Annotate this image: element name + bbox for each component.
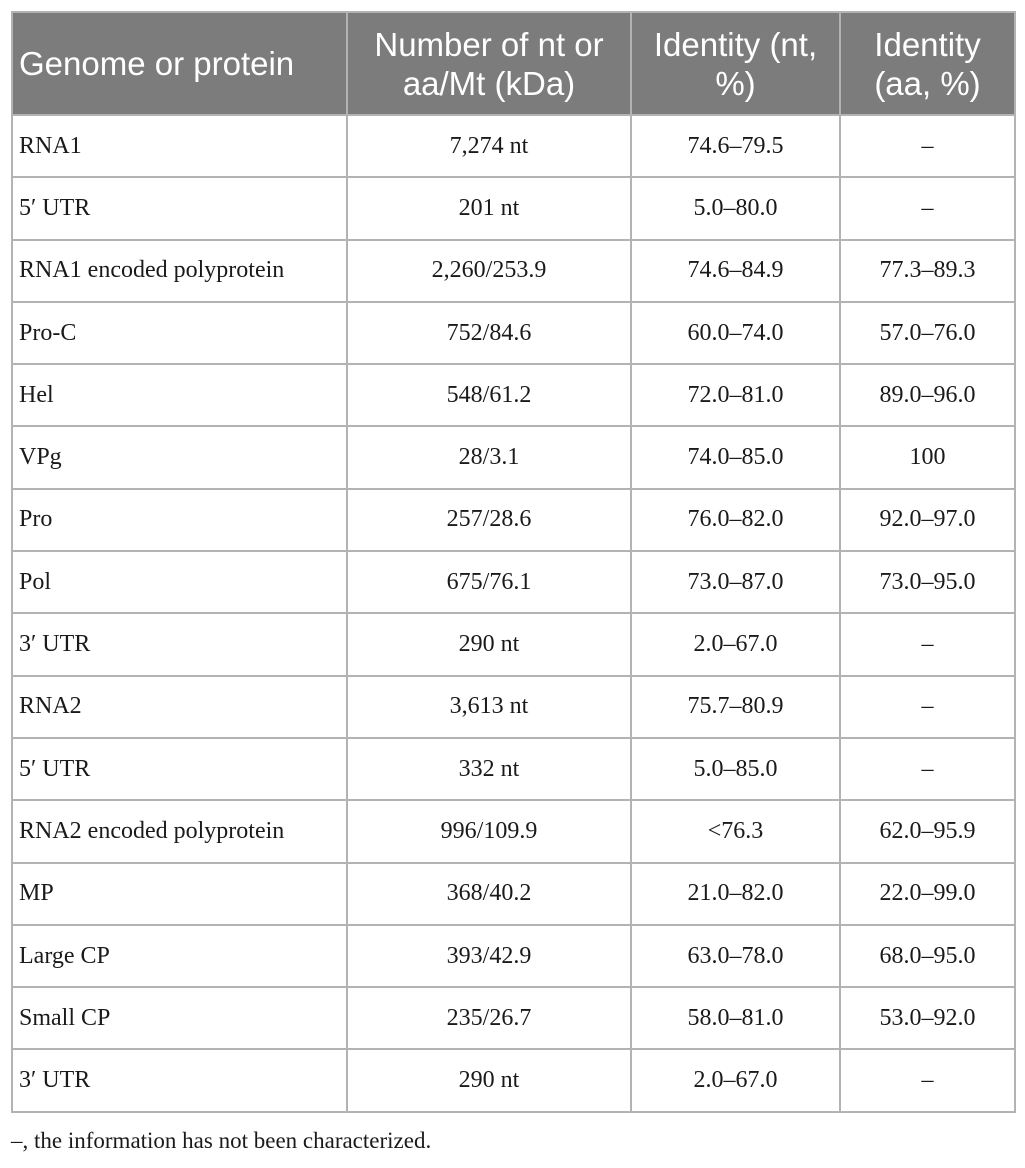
cell-genome-or-protein: RNA2 [12, 676, 347, 738]
table-row [12, 302, 1015, 364]
cell-number-of-nt-or-aa: 201 nt [347, 177, 631, 239]
cell-identity-nt: 60.0–74.0 [631, 302, 840, 364]
cell-identity-aa: 100 [840, 426, 1015, 488]
cell-identity-nt: 2.0–67.0 [631, 1049, 840, 1111]
cell-identity-nt: 72.0–81.0 [631, 364, 840, 426]
header-identity-aa: Identity (aa, %) [840, 12, 1015, 115]
cell-identity-aa: – [840, 613, 1015, 675]
header-number-of-nt-or-aa: Number of nt or aa/Mt (kDa) [347, 12, 631, 115]
table-row [12, 987, 1015, 1049]
table-row [12, 676, 1015, 738]
table-row [12, 1049, 1015, 1111]
cell-identity-nt: 5.0–80.0 [631, 177, 840, 239]
cell-genome-or-protein: RNA1 encoded polyprotein [12, 240, 347, 302]
header-identity-nt: Identity (nt, %) [631, 12, 840, 115]
cell-number-of-nt-or-aa: 752/84.6 [347, 302, 631, 364]
cell-identity-aa: 68.0–95.0 [840, 925, 1015, 987]
header-genome-or-protein: Genome or protein [12, 12, 347, 115]
cell-genome-or-protein: 5′ UTR [12, 177, 347, 239]
cell-genome-or-protein: 3′ UTR [12, 613, 347, 675]
cell-genome-or-protein: MP [12, 863, 347, 925]
cell-identity-nt: 75.7–80.9 [631, 676, 840, 738]
cell-identity-aa: – [840, 115, 1015, 177]
cell-identity-aa: – [840, 177, 1015, 239]
cell-number-of-nt-or-aa: 235/26.7 [347, 987, 631, 1049]
cell-genome-or-protein: Hel [12, 364, 347, 426]
cell-identity-nt: 63.0–78.0 [631, 925, 840, 987]
cell-identity-aa: 53.0–92.0 [840, 987, 1015, 1049]
table-row [12, 925, 1015, 987]
cell-number-of-nt-or-aa: 332 nt [347, 738, 631, 800]
cell-genome-or-protein: RNA1 [12, 115, 347, 177]
cell-identity-nt: 74.6–79.5 [631, 115, 840, 177]
table-footnote: –, the information has not been characterized. [11, 1128, 432, 1153]
table-row [12, 115, 1015, 177]
header-row [12, 12, 1015, 115]
cell-genome-or-protein: VPg [12, 426, 347, 488]
cell-genome-or-protein: Small CP [12, 987, 347, 1049]
cell-number-of-nt-or-aa: 290 nt [347, 1049, 631, 1111]
cell-number-of-nt-or-aa: 2,260/253.9 [347, 240, 631, 302]
cell-identity-aa: – [840, 1049, 1015, 1111]
cell-identity-nt: 58.0–81.0 [631, 987, 840, 1049]
data-table-container [11, 11, 1014, 1113]
cell-identity-aa: 89.0–96.0 [840, 364, 1015, 426]
table-body [12, 115, 1015, 1112]
cell-identity-aa: 73.0–95.0 [840, 551, 1015, 613]
cell-identity-nt: 2.0–67.0 [631, 613, 840, 675]
cell-number-of-nt-or-aa: 368/40.2 [347, 863, 631, 925]
cell-genome-or-protein: Pro [12, 489, 347, 551]
table-row [12, 240, 1015, 302]
cell-identity-nt: 73.0–87.0 [631, 551, 840, 613]
table-row [12, 800, 1015, 862]
cell-identity-aa: – [840, 676, 1015, 738]
table-row [12, 177, 1015, 239]
cell-identity-aa: – [840, 738, 1015, 800]
cell-identity-nt: 5.0–85.0 [631, 738, 840, 800]
table-row [12, 426, 1015, 488]
table-header [12, 12, 1015, 115]
cell-number-of-nt-or-aa: 675/76.1 [347, 551, 631, 613]
cell-genome-or-protein: 5′ UTR [12, 738, 347, 800]
cell-number-of-nt-or-aa: 393/42.9 [347, 925, 631, 987]
table-row [12, 364, 1015, 426]
cell-genome-or-protein: Pol [12, 551, 347, 613]
table-row [12, 613, 1015, 675]
cell-identity-nt: 74.6–84.9 [631, 240, 840, 302]
cell-genome-or-protein: Pro-C [12, 302, 347, 364]
table-row [12, 863, 1015, 925]
cell-identity-nt: 21.0–82.0 [631, 863, 840, 925]
cell-identity-aa: 22.0–99.0 [840, 863, 1015, 925]
cell-identity-aa: 77.3–89.3 [840, 240, 1015, 302]
table-row [12, 738, 1015, 800]
cell-number-of-nt-or-aa: 28/3.1 [347, 426, 631, 488]
table-row [12, 489, 1015, 551]
cell-identity-nt: 76.0–82.0 [631, 489, 840, 551]
cell-number-of-nt-or-aa: 7,274 nt [347, 115, 631, 177]
cell-identity-nt: <76.3 [631, 800, 840, 862]
table-row [12, 551, 1015, 613]
cell-identity-nt: 74.0–85.0 [631, 426, 840, 488]
cell-genome-or-protein: 3′ UTR [12, 1049, 347, 1111]
cell-genome-or-protein: Large CP [12, 925, 347, 987]
cell-identity-aa: 57.0–76.0 [840, 302, 1015, 364]
cell-identity-aa: 92.0–97.0 [840, 489, 1015, 551]
cell-genome-or-protein: RNA2 encoded polyprotein [12, 800, 347, 862]
genome-protein-table [11, 11, 1016, 1113]
cell-number-of-nt-or-aa: 257/28.6 [347, 489, 631, 551]
cell-number-of-nt-or-aa: 996/109.9 [347, 800, 631, 862]
cell-number-of-nt-or-aa: 290 nt [347, 613, 631, 675]
cell-identity-aa: 62.0–95.9 [840, 800, 1015, 862]
cell-number-of-nt-or-aa: 548/61.2 [347, 364, 631, 426]
cell-number-of-nt-or-aa: 3,613 nt [347, 676, 631, 738]
